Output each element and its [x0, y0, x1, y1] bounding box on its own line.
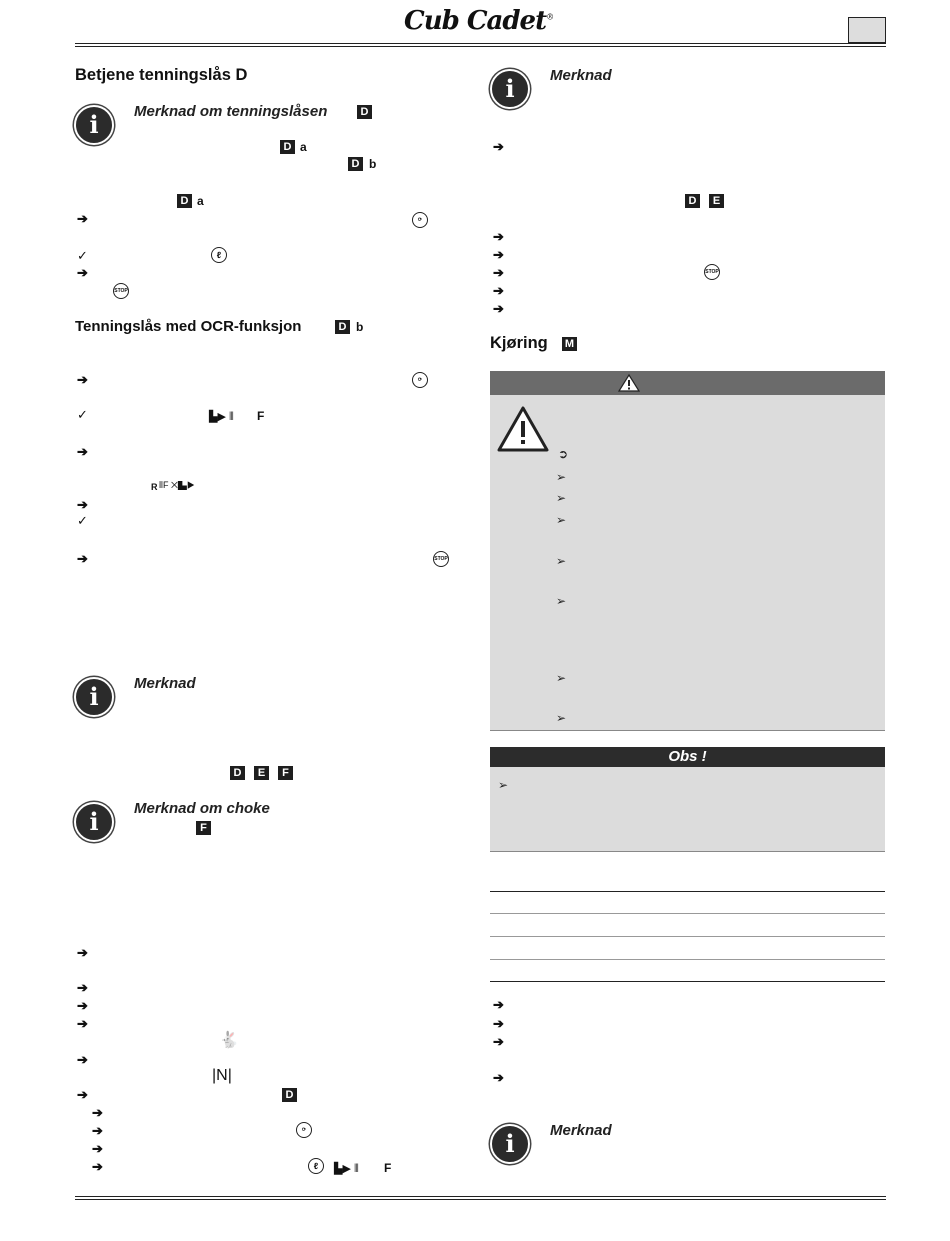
warning-triangle-icon [496, 405, 550, 453]
obs-header-bar: Obs ! [490, 747, 885, 767]
figure-tag-d: D [348, 157, 363, 171]
bullet-arrow-icon: ➔ [77, 444, 88, 459]
info-icon: i [74, 677, 114, 717]
key-symbol-icon: ℓ [211, 247, 227, 263]
bullet-arrow-icon: ➔ [77, 497, 88, 512]
figure-tag-d: D [335, 320, 350, 334]
bullet-arrow-icon: ➔ [77, 372, 88, 387]
check-icon: ✓ [77, 407, 88, 422]
bullet-arrow-icon: ➔ [92, 1105, 103, 1120]
bullet-arrow-icon: ➔ [92, 1159, 103, 1174]
bullet-arrow-icon: ➔ [493, 265, 504, 280]
table-rule [490, 936, 885, 937]
figure-sub-b: b [369, 157, 377, 171]
figure-tag-e: E [254, 766, 269, 780]
warning-header-bar [490, 371, 885, 395]
start-symbol-icon: ⟳ [296, 1122, 312, 1138]
figure-tag-f: F [278, 766, 293, 780]
bullet-arrow-icon: ➔ [493, 1016, 504, 1031]
choke-symbol-icon: |N| [212, 1067, 232, 1084]
chevron-bullet-icon: ➢ [556, 671, 567, 685]
figure-sub-b: b [356, 320, 364, 334]
warning-box [490, 395, 885, 731]
section-title-driving: Kjøring [490, 334, 548, 352]
forward-label: F [257, 409, 265, 423]
figure-sub-a: a [197, 194, 204, 208]
obs-box [490, 767, 885, 852]
bullet-arrow-icon: ➔ [77, 1087, 88, 1102]
bullet-arrow-icon: ➔ [493, 1070, 504, 1085]
reverse-mower-icon: ⦀F ✕▙▶ [159, 480, 195, 490]
table-rule [490, 891, 885, 892]
figure-tag-d: D [230, 766, 245, 780]
figure-tag-m: M [562, 337, 577, 351]
figure-tag-d: D [357, 105, 372, 119]
bullet-arrow-icon: ➔ [493, 229, 504, 244]
figure-tag-e: E [709, 194, 724, 208]
bullet-arrow-icon: ➔ [493, 139, 504, 154]
info-icon: i [74, 802, 114, 842]
bullet-arrow-icon: ➔ [77, 998, 88, 1013]
table-rule [490, 913, 885, 914]
chevron-bullet-icon: ➢ [498, 778, 509, 792]
start-symbol-icon: ⟳ [412, 212, 428, 228]
section-title-ignition: Betjene tenningslås D [75, 66, 248, 84]
bullet-arrow-icon: ➔ [493, 283, 504, 298]
language-box [848, 17, 886, 43]
note-title-merknad: Merknad [550, 1122, 612, 1139]
bullet-arrow-icon: ➔ [493, 1034, 504, 1049]
header-rule [75, 43, 886, 47]
start-symbol-icon: ⟳ [412, 372, 428, 388]
stop-symbol-icon: STOP [113, 283, 129, 299]
rabbit-icon: 🐇 [219, 1032, 239, 1049]
info-icon: i [490, 69, 530, 109]
reverse-label: R [151, 482, 158, 492]
bullet-arrow-icon: ➔ [77, 265, 88, 280]
mower-forward-icon: ▙▶ ⦀ [334, 1163, 359, 1175]
bullet-arrow-icon: ➔ [77, 551, 88, 566]
figure-tag-d: D [282, 1088, 297, 1102]
chevron-bullet-icon: ➢ [556, 513, 567, 527]
mower-forward-icon: ▙▶ ⦀ [209, 411, 234, 423]
stop-symbol-icon: STOP [704, 264, 720, 280]
bullet-arrow-icon: ➔ [493, 997, 504, 1012]
figure-sub-a: a [300, 140, 307, 154]
figure-tag-d: D [177, 194, 192, 208]
chevron-bullet-icon: ➢ [556, 470, 567, 484]
table-rule [490, 959, 885, 960]
bullet-arrow-icon: ➔ [77, 980, 88, 995]
bullet-arrow-icon: ➔ [77, 1016, 88, 1031]
figure-tag-d: D [280, 140, 295, 154]
note-title-choke: Merknad om choke [134, 800, 270, 817]
note-title-merknad: Merknad [550, 67, 612, 84]
forward-label: F [384, 1161, 392, 1175]
stop-symbol-icon: STOP [433, 551, 449, 567]
bullet-arrow-icon: ➔ [77, 945, 88, 960]
section-title-ocr: Tenningslås med OCR-funksjon [75, 318, 302, 335]
return-arrow-icon: ➲ [558, 447, 569, 461]
chevron-bullet-icon: ➢ [556, 594, 567, 608]
bullet-arrow-icon: ➔ [92, 1123, 103, 1138]
footer-rule [75, 1196, 886, 1200]
figure-tag-f: F [196, 821, 211, 835]
note-title-ignition: Merknad om tenningslåsen [134, 103, 328, 120]
cub-cadet-logo: Cub Cadet® [404, 6, 554, 36]
bullet-arrow-icon: ➔ [92, 1141, 103, 1156]
check-icon: ✓ [77, 248, 88, 263]
chevron-bullet-icon: ➢ [556, 554, 567, 568]
key-symbol-icon: ℓ [308, 1158, 324, 1174]
info-icon: i [74, 105, 114, 145]
figure-tag-d: D [685, 194, 700, 208]
warning-icon [618, 374, 640, 392]
bullet-arrow-icon: ➔ [493, 247, 504, 262]
bullet-arrow-icon: ➔ [77, 1052, 88, 1067]
chevron-bullet-icon: ➢ [556, 491, 567, 505]
bullet-arrow-icon: ➔ [493, 301, 504, 316]
note-title-merknad: Merknad [134, 675, 196, 692]
check-icon: ✓ [77, 513, 88, 528]
bullet-arrow-icon: ➔ [77, 211, 88, 226]
chevron-bullet-icon: ➢ [556, 711, 567, 725]
table-rule [490, 981, 885, 982]
info-icon: i [490, 1124, 530, 1164]
